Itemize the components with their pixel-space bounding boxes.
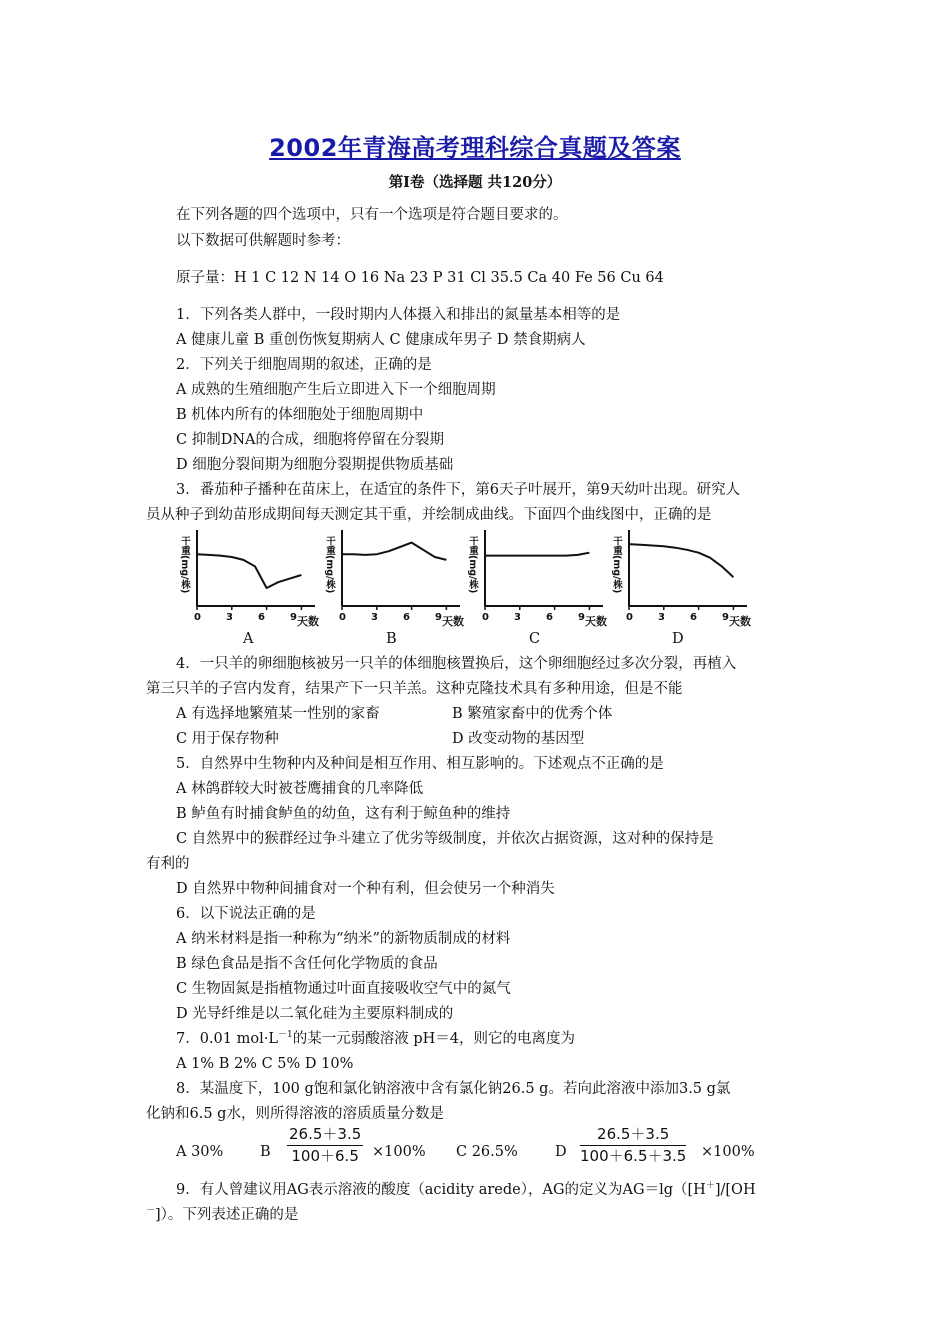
chart-d-series-line	[629, 544, 733, 577]
q3-stem-line2: 员从种子到幼苗形成期间每天测定其干重，并绘制成曲线。下面四个曲线图中，正确的是	[146, 507, 712, 523]
chart-c	[460, 528, 610, 647]
chart-d-xunit: 天数	[729, 615, 751, 628]
q2-option-b: B 机体内所有的体细胞处于细胞周期中	[176, 407, 424, 423]
q8-b-numerator: 26.5＋3.5	[287, 1124, 363, 1146]
chart-b-xunit: 天数	[442, 615, 464, 628]
q8-option-b-label: B	[260, 1144, 271, 1160]
q5-option-c-line2: 有利的	[146, 856, 190, 872]
q8-stem-line2: 化钠和6.5 g水，则所得溶液的溶质质量分数是	[146, 1106, 444, 1122]
chart-a-tick-6: 6	[258, 612, 265, 623]
section-heading: 第Ⅰ卷（选择题 共120分）	[388, 174, 562, 191]
chart-a-xunit: 天数	[297, 615, 319, 628]
chart-c-tick-9: 9	[578, 612, 585, 623]
q5-stem: 5．自然界中生物种内及种间是相互作用、相互影响的。下述观点不正确的是	[176, 756, 664, 772]
q7-stem	[176, 1029, 575, 1049]
chart-c-xunit: 天数	[585, 615, 607, 628]
chart-d-label: D	[672, 631, 684, 647]
q3-stem-line1: 3．番茄种子播种在苗床上，在适宜的条件下，第6天子叶展开，第9天幼叶出现。研究人	[176, 482, 741, 498]
q8-stem-line1: 8．某温度下，100 g饱和氯化钠溶液中含有氯化钠26.5 g。若向此溶液中添加3.5 g氯	[176, 1081, 731, 1097]
q6-option-a: A 纳米材料是指一种称为“纳米”的新物质制成的材料	[176, 931, 511, 947]
q2-option-a: A 成熟的生殖细胞产生后立即进入下一个细胞周期	[176, 382, 496, 398]
chart-d	[604, 528, 754, 647]
q7-stem-pre: 7．0.01 mol·L	[176, 1031, 278, 1047]
chart-a-tick-9: 9	[290, 612, 297, 623]
q6-stem: 6．以下说法正确的是	[176, 906, 316, 922]
q6-option-d: D 光导纤维是以二氧化硅为主要原料制成的	[176, 1006, 454, 1022]
q4-stem-line2: 第三只羊的子宫内发育，结果产下一只羊羔。这种克隆技术具有多种用途，但是不能	[146, 681, 683, 697]
chart-a-tick-3: 3	[226, 612, 233, 623]
q8-option-d-fraction	[580, 1124, 686, 1167]
chart-a-tick-0: 0	[194, 612, 201, 623]
chart-d-ylabel: 干重(mg/株)	[611, 536, 622, 594]
chart-b-tick-0: 0	[339, 612, 346, 623]
q4-option-b: B 繁殖家畜中的优秀个体	[452, 706, 613, 722]
q8-option-b-fraction	[287, 1124, 363, 1167]
q5-option-d: D 自然界中物种间捕食对一个种有利，但会使另一个种消失	[176, 881, 555, 897]
chart-b	[317, 528, 467, 647]
q8-d-numerator: 26.5＋3.5	[580, 1124, 686, 1146]
q1-stem: 1．下列各类人群中，一段时期内人体摄入和排出的氮量基本相等的是	[176, 307, 621, 323]
atomic-weights: 原子量：H 1 C 12 N 14 O 16 Na 23 P 31 Cl 35.5 Ca 40 Fe 56 Cu 64	[176, 270, 664, 286]
chart-c-tick-3: 3	[514, 612, 521, 623]
chart-c-series-line	[485, 553, 589, 556]
q7-options: A 1% B 2% C 5% D 10%	[176, 1056, 354, 1072]
q8-b-denominator: 100＋6.5	[291, 1147, 359, 1165]
chart-a	[172, 528, 322, 647]
q4-option-a: A 有选择地繁殖某一性别的家畜	[176, 706, 380, 722]
chart-d-tick-6: 6	[690, 612, 697, 623]
chart-d-tick-0: 0	[626, 612, 633, 623]
chart-b-ylabel: 干重(mg/株)	[324, 536, 335, 594]
q6-option-b: B 绿色食品是指不含任何化学物质的食品	[176, 956, 438, 972]
q1-options: A 健康儿童 B 重创伤恢复期病人 C 健康成年男子 D 禁食期病人	[176, 332, 586, 348]
q9-line1-pre: 9．有人曾建议用AG表示溶液的酸度（acidity arede），AG的定义为AG＝lg（[H	[176, 1182, 706, 1198]
q4-option-c: C 用于保存物种	[176, 731, 279, 747]
chart-a-label: A	[243, 631, 254, 647]
q8-option-d-tail: ×100%	[701, 1144, 755, 1160]
instructions-line: 在下列各题的四个选项中，只有一个选项是符合题目要求的。	[176, 207, 568, 223]
q9-line2-post: ]）。下列表述正确的是	[155, 1207, 299, 1223]
q9-line1-post: ]/[OH	[714, 1182, 756, 1198]
chart-b-tick-9: 9	[435, 612, 442, 623]
q2-stem: 2．下列关于细胞周期的叙述，正确的是	[176, 357, 432, 373]
q9-line1-sup: ＋	[705, 1181, 715, 1192]
chart-c-label: C	[529, 631, 541, 647]
chart-c-ylabel: 干重(mg/株)	[467, 536, 478, 594]
q8-option-c: C 26.5%	[456, 1144, 518, 1160]
q3-chart-group	[172, 528, 822, 660]
q9-stem-line2	[146, 1205, 298, 1225]
q2-option-c: C 抑制DNA的合成，细胞将停留在分裂期	[176, 432, 444, 448]
chart-d-tick-3: 3	[658, 612, 665, 623]
chart-d-tick-9: 9	[722, 612, 729, 623]
q5-option-a: A 林鸽群较大时被苍鹰捕食的几率降低	[176, 781, 424, 797]
q4-option-d: D 改变动物的基因型	[452, 731, 585, 747]
q9-line2-sup: －	[146, 1206, 156, 1217]
chart-a-series-line	[197, 554, 301, 588]
q2-option-d: D 细胞分裂间期为细胞分裂期提供物质基础	[176, 457, 454, 473]
chart-b-tick-6: 6	[403, 612, 410, 623]
q7-stem-post: 的某一元弱酸溶液 pH＝4，则它的电离度为	[292, 1031, 575, 1047]
chart-b-series-line	[342, 543, 446, 560]
q8-option-a: A 30%	[176, 1144, 224, 1160]
reference-note: 以下数据可供解题时参考：	[176, 233, 350, 249]
chart-a-ylabel: 干重(mg/株)	[179, 536, 190, 594]
q5-option-b: B 鲈鱼有时捕食鲈鱼的幼鱼，这有利于鲸鱼种的维持	[176, 806, 511, 822]
q9-stem-line1	[176, 1180, 756, 1200]
q7-stem-sup: －1	[277, 1030, 293, 1041]
chart-b-tick-3: 3	[371, 612, 378, 623]
q4-stem-line1: 4．一只羊的卵细胞核被另一只羊的体细胞核置换后，这个卵细胞经过多次分裂，再植入	[176, 656, 737, 672]
chart-c-tick-0: 0	[482, 612, 489, 623]
chart-c-tick-6: 6	[546, 612, 553, 623]
chart-b-label: B	[386, 631, 397, 647]
page-title[interactable]: 2002年青海高考理科综合真题及答案	[269, 134, 681, 162]
q8-option-b-tail: ×100%	[372, 1144, 426, 1160]
q6-option-c: C 生物固氮是指植物通过叶面直接吸收空气中的氮气	[176, 981, 511, 997]
q8-d-denominator: 100＋6.5＋3.5	[580, 1147, 687, 1165]
q8-option-d-label: D	[555, 1144, 567, 1160]
q5-option-c-line1: C 自然界中的猴群经过争斗建立了优劣等级制度，并依次占据资源，这对种的保持是	[176, 831, 714, 847]
